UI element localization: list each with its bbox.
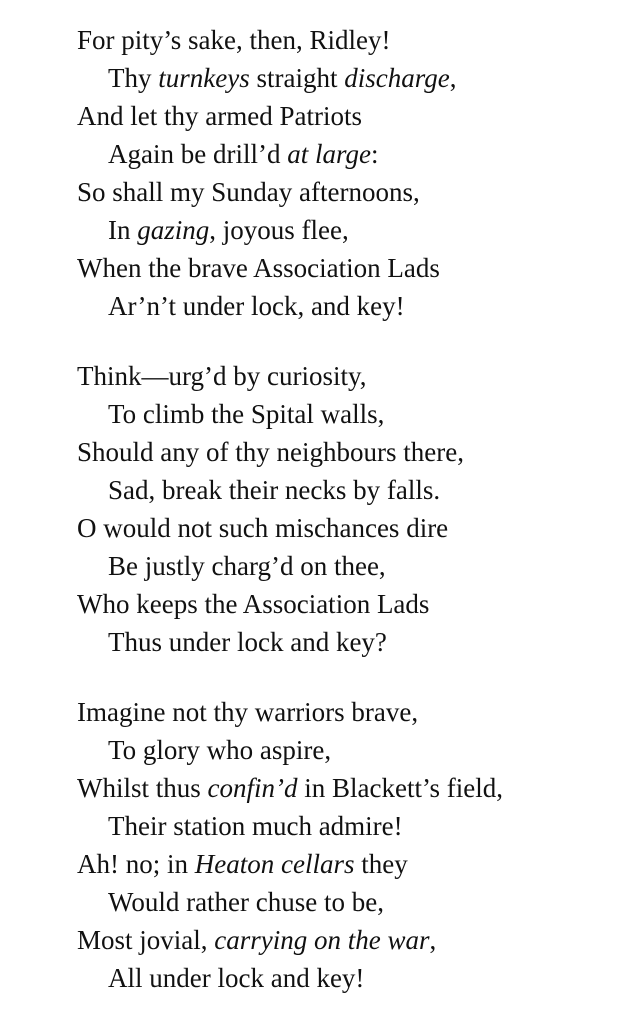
- line-text: Ar’n’t under lock, and key!: [108, 291, 405, 321]
- line-text: Thus under lock and key?: [108, 627, 387, 657]
- line-text: Thy: [108, 63, 159, 93]
- line-text: So shall my Sunday afternoons,: [77, 177, 420, 207]
- line-text: Who keeps the Association Lads: [77, 589, 430, 619]
- poem-line: [77, 21, 617, 59]
- line-text: , joyous flee,: [209, 215, 349, 245]
- poem-line: [77, 547, 617, 585]
- line-text: straight: [249, 63, 345, 93]
- line-text: For pity’s sake, then, Ridley!: [77, 25, 391, 55]
- poem-line: [77, 509, 617, 547]
- poem-line: [77, 883, 617, 921]
- italic-text: gazing: [137, 215, 210, 245]
- line-text: Be justly charg’d on thee,: [108, 551, 386, 581]
- line-text: they: [354, 849, 408, 879]
- poem-line: [77, 357, 617, 395]
- poem: [77, 21, 617, 997]
- italic-text: carrying on the war: [214, 925, 430, 955]
- poem-line: [77, 135, 617, 173]
- poem-line: [77, 395, 617, 433]
- poem-line: [77, 287, 617, 325]
- poem-line: [77, 693, 617, 731]
- poem-line: [77, 807, 617, 845]
- line-text: ,: [429, 925, 437, 955]
- line-text: Think—urg’d by curiosity,: [77, 361, 367, 391]
- line-text: Imagine not thy warriors brave,: [77, 697, 419, 727]
- italic-text: turnkeys: [158, 63, 250, 93]
- line-text: Would rather chuse to be,: [108, 887, 384, 917]
- poem-line: [77, 845, 617, 883]
- line-text: In: [108, 215, 138, 245]
- poem-line: [77, 921, 617, 959]
- line-text: :: [370, 139, 379, 169]
- poem-line: [77, 769, 617, 807]
- poem-line: [77, 959, 617, 997]
- line-text: Most jovial,: [77, 925, 215, 955]
- line-text: Again be drill’d: [108, 139, 288, 169]
- line-text: Should any of thy neighbours there,: [77, 437, 464, 467]
- line-text: And let thy armed Patriots: [77, 101, 362, 131]
- line-text: O would not such mischances dire: [77, 513, 449, 543]
- line-text: Their station much admire!: [108, 811, 403, 841]
- stanza-1: [77, 21, 617, 325]
- italic-text: at large: [287, 139, 371, 169]
- line-text: To glory who aspire,: [108, 735, 332, 765]
- poem-line: [77, 173, 617, 211]
- poem-line: [77, 433, 617, 471]
- italic-text: confin’d: [207, 773, 298, 803]
- line-text: Sad, break their necks by falls.: [108, 475, 441, 505]
- italic-text: Heaton cellars: [194, 849, 355, 879]
- stanza-2: [77, 357, 617, 661]
- poem-line: [77, 731, 617, 769]
- italic-text: discharge: [344, 63, 450, 93]
- line-text: Ah! no; in: [77, 849, 195, 879]
- poem-line: [77, 623, 617, 661]
- line-text: All under lock and key!: [108, 963, 365, 993]
- stanza-3: [77, 693, 617, 997]
- line-text: in Blackett’s field,: [297, 773, 503, 803]
- poem-line: [77, 471, 617, 509]
- poem-line: [77, 97, 617, 135]
- line-text: Whilst thus: [77, 773, 208, 803]
- line-text: To climb the Spital walls,: [108, 399, 385, 429]
- poem-line: [77, 249, 617, 287]
- poem-line: [77, 211, 617, 249]
- poem-line: [77, 59, 617, 97]
- poem-line: [77, 585, 617, 623]
- line-text: ,: [449, 63, 457, 93]
- line-text: When the brave Association Lads: [77, 253, 440, 283]
